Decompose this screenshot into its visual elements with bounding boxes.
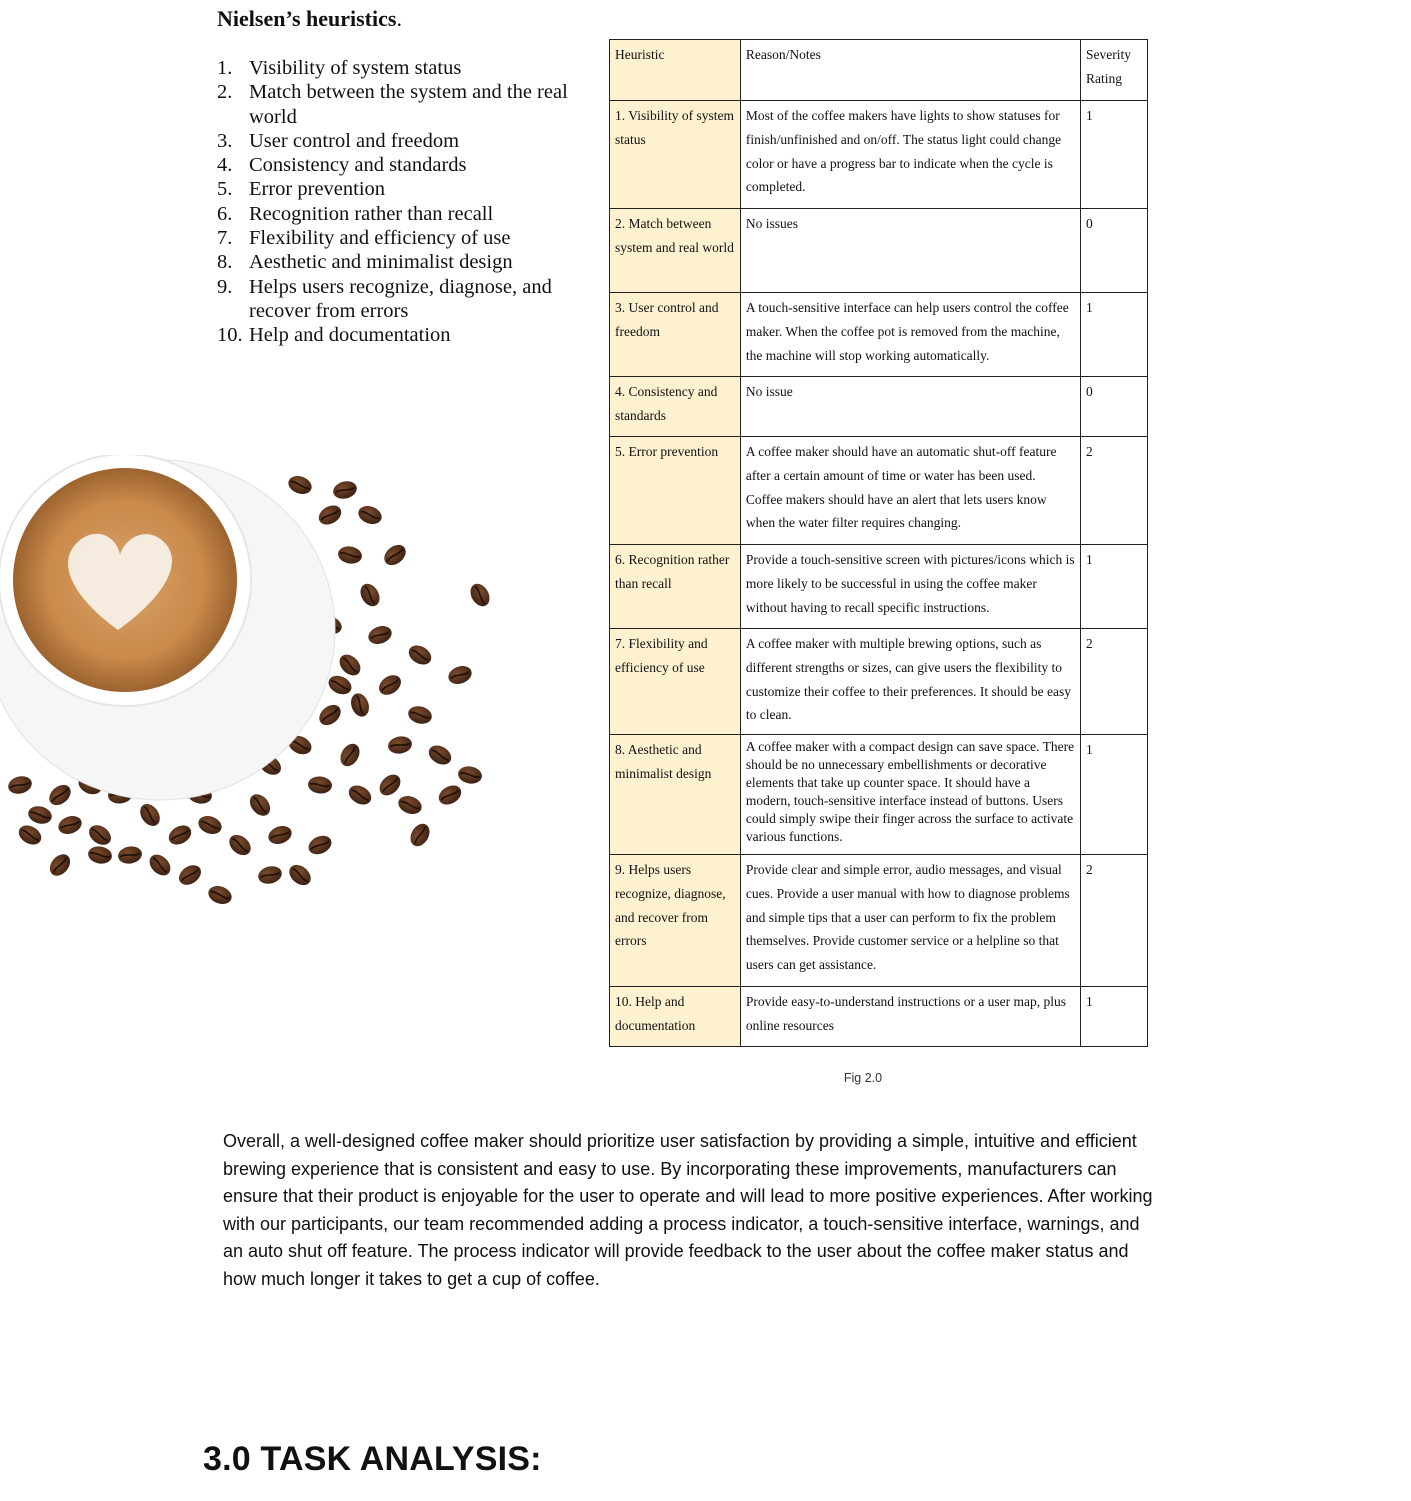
coffee-bean	[348, 691, 372, 719]
list-item-text: Helps users recognize, diagnose, and recover from errors	[249, 275, 552, 322]
coffee-bean	[266, 823, 294, 847]
list-item-number: 1.	[217, 57, 233, 79]
list-item-number: 4.	[217, 154, 233, 177]
list-item	[217, 250, 597, 274]
coffee-bean	[117, 845, 144, 866]
coffee-bean	[46, 850, 74, 879]
table-cell-severity: 2	[1081, 629, 1148, 735]
heuristic-evaluation-table	[609, 39, 1148, 1047]
list-item-text: Help and documentation	[249, 324, 451, 347]
table-cell-heuristic: 6. Recognition rather than recall	[610, 545, 741, 629]
table-cell-reason: A touch-sensitive interface can help users control the coffee maker. When the coffee pot is removed from the machine, the machine will stop working automatically.	[740, 293, 1080, 377]
table-cell-reason: A coffee maker with a compact design can save space. There should be no unnecessary embellishments or decorative elements that take up counter space. It should have a modern, touch-sensitive interface instead of buttons. Users could simply swipe their finger across the surface to activate various functions.	[740, 735, 1080, 855]
coffee-bean	[246, 790, 274, 819]
table-row	[610, 209, 1148, 293]
list-item-text: Consistency and standards	[249, 154, 467, 177]
coffee-bean	[87, 845, 114, 866]
coffee-bean	[85, 821, 114, 849]
list-item	[217, 323, 597, 347]
coffee-bean	[165, 822, 194, 849]
table-cell-severity: 1	[1081, 987, 1148, 1047]
table-cell-heuristic: 10. Help and documentation	[610, 987, 741, 1047]
table-cell-severity: 2	[1081, 855, 1148, 987]
coffee-bean	[206, 883, 234, 907]
table-cell-heuristic: 7. Flexibility and efficiency of use	[610, 629, 741, 735]
table-header-severity: Severity Rating	[1081, 40, 1148, 101]
table-cell-heuristic: 8. Aesthetic and minimalist design	[610, 735, 741, 855]
list-item	[217, 153, 597, 177]
coffee-bean	[136, 800, 164, 829]
table-header-heuristic: Heuristic	[610, 40, 741, 101]
coffee-bean	[337, 545, 364, 566]
table-cell-reason: No issue	[740, 377, 1080, 437]
coffee-latte-image	[0, 455, 500, 915]
coffee-bean	[407, 820, 434, 849]
coffee-bean	[380, 541, 409, 569]
table-row	[610, 377, 1148, 437]
coffee-bean	[56, 813, 84, 837]
heuristics-list	[217, 56, 597, 348]
coffee-bean	[15, 822, 44, 849]
table-cell-heuristic: 9. Helps users recognize, diagnose, and recover from errors	[610, 855, 741, 987]
coffee-bean	[435, 782, 464, 809]
list-item-text: Aesthetic and minimalist design	[249, 251, 513, 274]
list-item-text: Error prevention	[249, 178, 386, 201]
table-cell-heuristic: 5. Error prevention	[610, 437, 741, 545]
table-row	[610, 855, 1148, 987]
table-cell-heuristic: 3. User control and freedom	[610, 293, 741, 377]
coffee-bean	[396, 793, 424, 817]
heuristics-title-period: .	[396, 6, 402, 31]
list-item	[217, 56, 597, 80]
coffee-bean	[356, 503, 384, 527]
coffee-bean	[26, 804, 54, 827]
table-cell-severity: 1	[1081, 293, 1148, 377]
list-item-number: 5.	[217, 178, 233, 201]
table-row	[610, 545, 1148, 629]
coffee-bean	[315, 701, 344, 729]
heuristics-title	[217, 6, 402, 32]
list-item-number: 7.	[217, 227, 233, 250]
list-item-text: Match between the system and the real world	[249, 81, 568, 128]
table-cell-reason: No issues	[740, 209, 1080, 293]
list-item-number: 6.	[217, 202, 233, 225]
list-item	[217, 202, 597, 226]
coffee-bean	[387, 735, 414, 756]
table-cell-severity: 2	[1081, 437, 1148, 545]
table-cell-severity: 0	[1081, 209, 1148, 293]
table-row	[610, 101, 1148, 209]
coffee-bean	[446, 663, 474, 687]
table-cell-reason: A coffee maker with multiple brewing options, such as different strengths or sizes, can give users the flexibility to customize their coffee to their preferences. It should be easy to clean.	[740, 629, 1080, 735]
list-item	[217, 129, 597, 153]
coffee-bean	[331, 479, 359, 502]
table-cell-severity: 1	[1081, 545, 1148, 629]
coffee-bean	[425, 742, 454, 769]
list-item-text: User control and freedom	[249, 129, 460, 152]
table-cell-severity: 1	[1081, 101, 1148, 209]
table-cell-reason: A coffee maker should have an automatic shut-off feature after a certain amount of time or water has been used. Coffee makers should have an alert that lets users know when the water filter requires changing.	[740, 437, 1080, 545]
table-cell-heuristic: 2. Match between system and real world	[610, 209, 741, 293]
figure-caption: Fig 2.0	[843, 1071, 883, 1085]
coffee-bean	[357, 580, 384, 609]
table-header-row	[610, 40, 1148, 101]
coffee-bean	[326, 672, 355, 698]
table-row	[610, 735, 1148, 855]
table-cell-reason: Provide a touch-sensitive screen with pictures/icons which is more likely to be successful in using the coffee maker without having to recall specific instructions.	[740, 545, 1080, 629]
heuristics-title-text: Nielsen’s heuristics	[217, 6, 397, 31]
table-cell-severity: 1	[1081, 735, 1148, 855]
list-item-text: Visibility of system status	[249, 57, 462, 79]
table-cell-heuristic: 4. Consistency and standards	[610, 377, 741, 437]
coffee-bean	[225, 831, 254, 859]
list-item-number: 9.	[217, 275, 233, 298]
coffee-bean	[467, 580, 494, 609]
list-item-number: 3.	[217, 129, 233, 152]
table-row	[610, 437, 1148, 545]
table-row	[610, 293, 1148, 377]
summary-paragraph: Overall, a well-designed coffee maker should prioritize user satisfaction by providing a simple, intuitive and efficient brewing experience that is consistent and easy to use. By incorporating these improvements, manufacturers can ensure that their product is enjoyable for the user to operate and will lead to more positive experiences. After working with our participants, our team recommended adding a process indicator, a touch-sensitive interface, warnings, and an auto shut off feature. The process indicator will provide feedback to the user about the coffee maker status and how much longer it takes to get a cup of coffee.	[223, 1131, 1153, 1289]
list-item	[217, 275, 597, 324]
coffee-bean	[175, 861, 204, 889]
coffee-bean	[366, 623, 394, 647]
table-cell-reason: Provide clear and simple error, audio messages, and visual cues. Provide a user manual with how to diagnose problems and simple tips that a user can perform to fix the problem themselves. Provide customer service or a helpline so that users can get assistance.	[740, 855, 1080, 987]
list-item-number: 2.	[217, 81, 233, 104]
list-item-number: 10.	[217, 324, 243, 347]
list-item	[217, 177, 597, 201]
coffee-bean	[337, 740, 364, 769]
coffee-bean	[307, 775, 332, 794]
list-item-text: Flexibility and efficiency of use	[249, 227, 511, 250]
coffee-bean	[6, 774, 34, 797]
coffee-bean	[405, 642, 434, 669]
coffee-bean	[315, 502, 344, 529]
coffee-bean	[345, 782, 374, 809]
coffee-bean	[375, 671, 404, 699]
list-item-number: 8.	[217, 251, 233, 274]
coffee-bean	[45, 781, 74, 809]
coffee-bean	[285, 861, 314, 889]
list-item	[217, 226, 597, 250]
table-header-reason: Reason/Notes	[740, 40, 1080, 101]
table-cell-reason: Provide easy-to-understand instructions or a user map, plus online resources	[740, 987, 1080, 1047]
coffee-bean	[336, 651, 365, 680]
coffee-bean	[146, 851, 175, 880]
coffee-bean	[256, 864, 284, 887]
table-cell-severity: 0	[1081, 377, 1148, 437]
coffee-bean	[376, 771, 405, 800]
coffee-bean	[457, 765, 484, 786]
list-item	[217, 80, 597, 129]
table-cell-reason: Most of the coffee makers have lights to show statuses for finish/unfinished and on/off. The status light could change color or have a progress bar to indicate when the cycle is completed.	[740, 101, 1080, 209]
coffee-bean	[196, 813, 224, 837]
coffee-bean	[286, 473, 314, 497]
table-row	[610, 987, 1148, 1047]
coffee-bean	[406, 704, 434, 727]
table-row	[610, 629, 1148, 735]
table-cell-heuristic: 1. Visibility of system status	[610, 101, 741, 209]
coffee-bean	[306, 832, 335, 858]
list-item-text: Recognition rather than recall	[249, 202, 494, 225]
section-heading: 3.0 TASK ANALYSIS:	[203, 1440, 542, 1478]
